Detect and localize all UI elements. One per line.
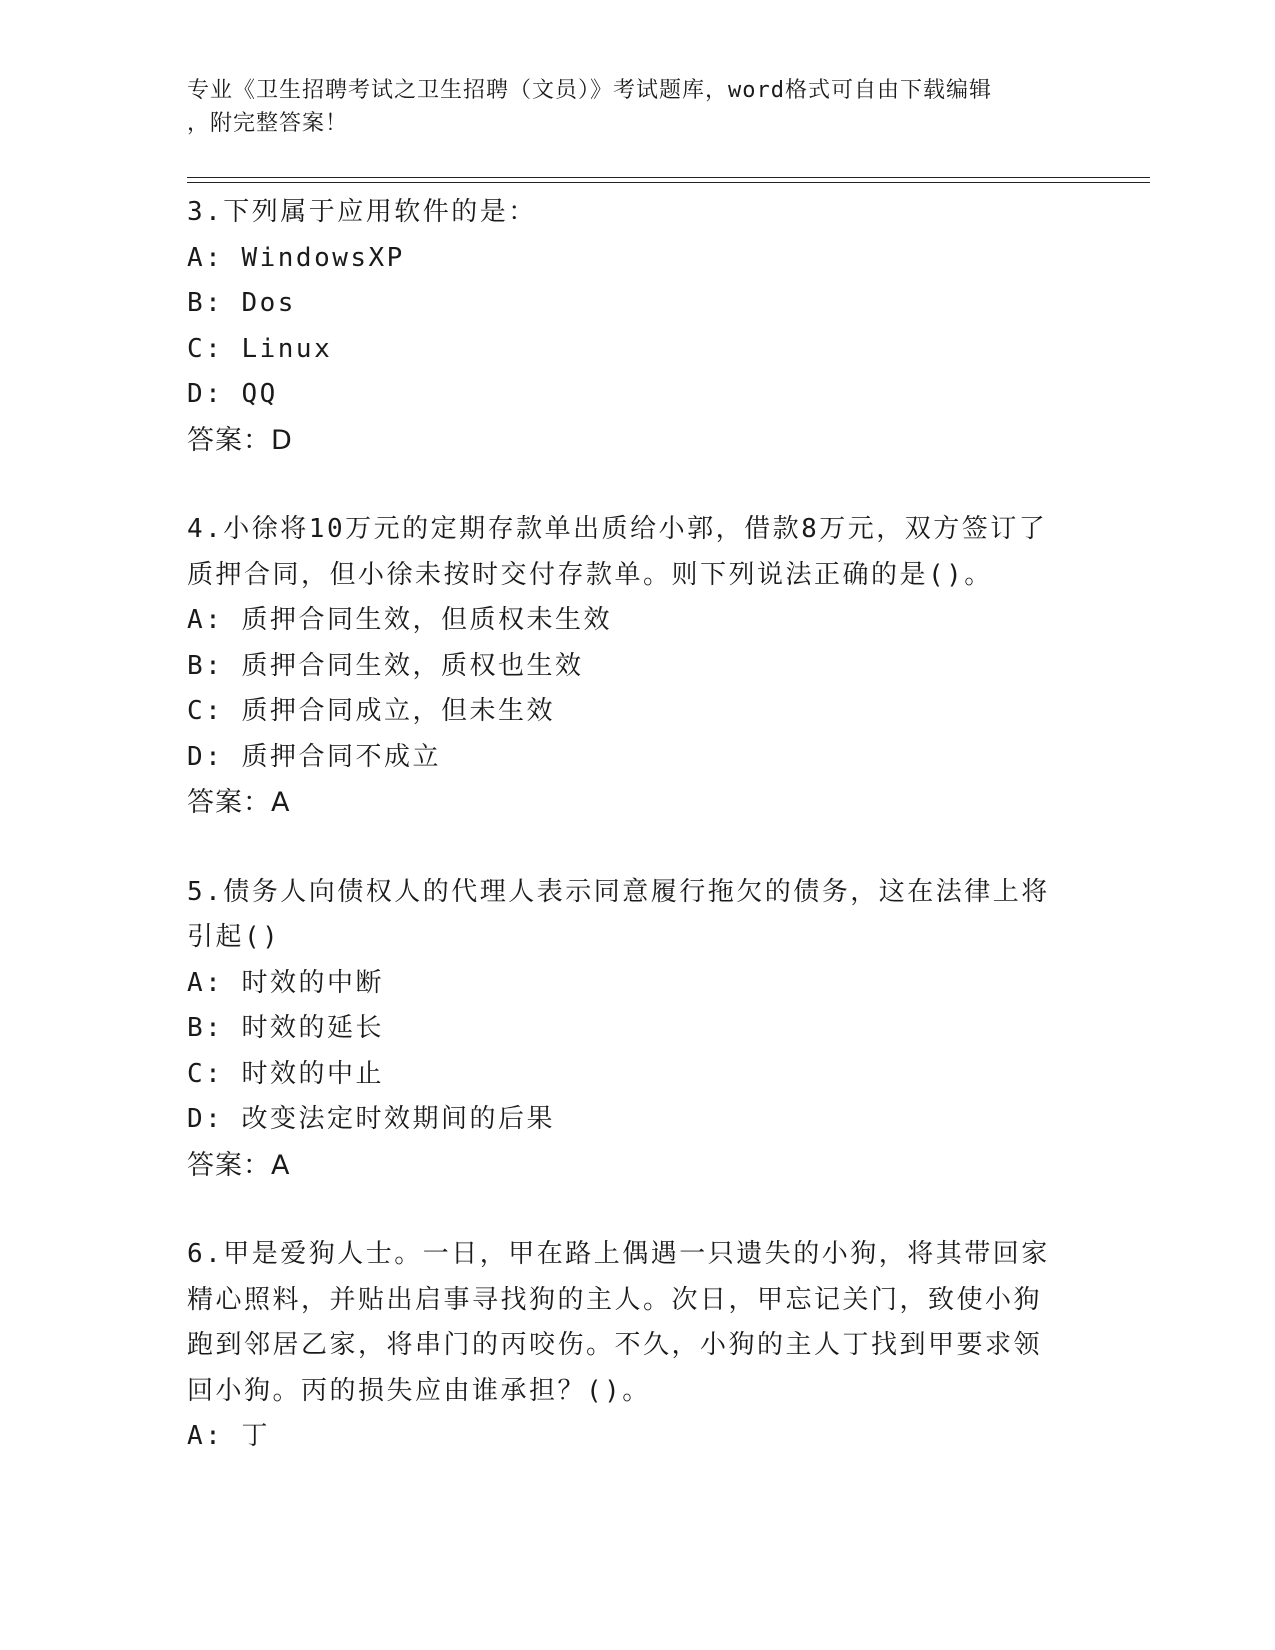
option-c: C: 质押合同成立，但未生效 <box>187 696 555 726</box>
option-d: D: 质押合同不成立 <box>187 741 441 772</box>
header-line-2: ，附完整答案！ <box>187 111 349 136</box>
question-stem <box>187 1232 1087 1414</box>
header-divider-bottom <box>187 182 1150 183</box>
question-6 <box>187 1232 1087 1460</box>
question-stem-line: 回小狗。丙的损失应由谁承担？()。 <box>187 1375 651 1406</box>
option-c: C: 时效的中止 <box>187 1058 384 1089</box>
question-stem <box>187 870 1087 961</box>
header-line-1: 专业《卫生招聘考试之卫生招聘（文员）》考试题库，word格式可自由下载编辑 <box>187 78 992 103</box>
option-a: A: 时效的中断 <box>187 967 384 998</box>
option-b: B: Dos <box>187 288 296 318</box>
answer: 答案：A <box>187 787 291 818</box>
question-stem-line: 5.债务人向债权人的代理人表示同意履行拖欠的债务，这在法律上将 <box>187 876 1050 907</box>
option-a: A: 丁 <box>187 1421 270 1451</box>
option-b: B: 质押合同生效，质权也生效 <box>187 650 584 681</box>
option-c: C: Linux <box>187 333 333 364</box>
question-stem-line: 4.小徐将10万元的定期存款单出质给小郭，借款8万元，双方签订了 <box>187 514 1048 544</box>
question-stem <box>187 507 1087 598</box>
question-stem-line: 精心照料，并贴出启事寻找狗的主人。次日，甲忘记关门，致使小狗 <box>187 1284 1043 1315</box>
question-stem-line: 跑到邻居乙家，将串门的丙咬伤。不久，小狗的主人丁找到甲要求领 <box>187 1330 1043 1360</box>
document-header <box>187 74 1067 140</box>
option-a: A: WindowsXP <box>187 242 405 273</box>
question-stem-line: 6.甲是爱狗人士。一日，甲在路上偶遇一只遗失的小狗，将其带回家 <box>187 1239 1050 1269</box>
question-4 <box>187 507 1087 826</box>
question-stem <box>187 190 1087 236</box>
option-d: D: QQ <box>187 379 278 409</box>
option-b: B: 时效的延长 <box>187 1013 384 1043</box>
question-3 <box>187 190 1087 463</box>
answer: 答案：A <box>187 1149 291 1181</box>
question-5 <box>187 870 1087 1189</box>
header-divider-top <box>187 177 1150 178</box>
answer: 答案：D <box>187 424 293 456</box>
option-a: A: 质押合同生效，但质权未生效 <box>187 605 612 635</box>
option-d: D: 改变法定时效期间的后果 <box>187 1104 555 1134</box>
question-stem-line: 质押合同，但小徐未按时交付存款单。则下列说法正确的是()。 <box>187 559 993 590</box>
question-stem-line: 3.下列属于应用软件的是： <box>187 197 537 227</box>
question-list <box>187 190 1087 1504</box>
question-stem-line: 引起() <box>187 922 281 952</box>
